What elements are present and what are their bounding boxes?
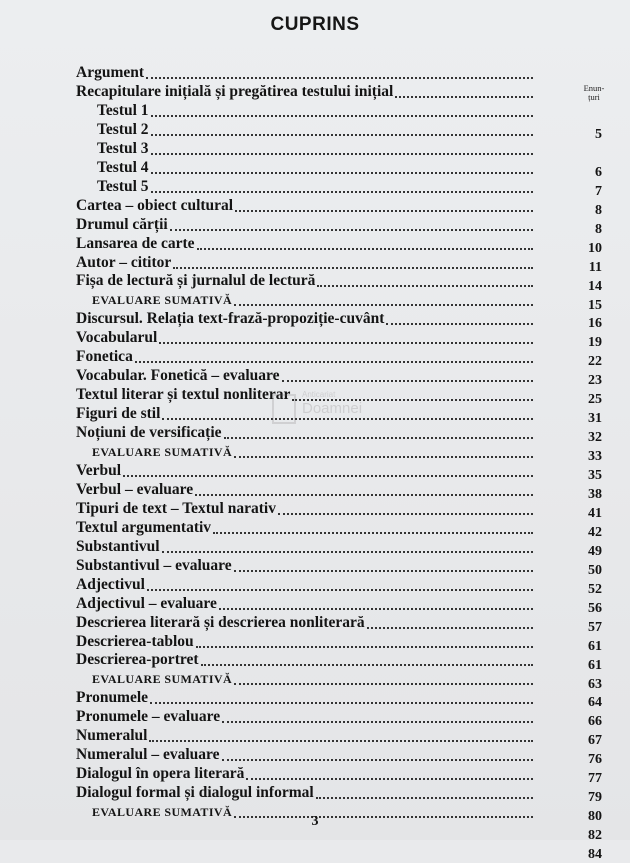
- toc-entry-page-number: 23: [588, 373, 602, 389]
- toc-entry-page-number: 84: [588, 847, 602, 863]
- toc-entry-label: Drumul cărții: [76, 215, 168, 233]
- toc-entry: [76, 519, 535, 537]
- toc-entry-page-number: 31: [588, 411, 602, 427]
- toc-entry-label: Figuri de stil: [76, 405, 161, 423]
- toc-entry: [76, 614, 535, 632]
- toc-entry-page-number: 56: [588, 600, 602, 616]
- dot-leader: [170, 229, 533, 231]
- toc-entry-page-number: 33: [588, 449, 602, 465]
- toc-entry-page-number: 42: [588, 524, 602, 540]
- watermark-line2: Doamnei: [302, 400, 363, 417]
- toc-entry-page-number: 32: [588, 430, 602, 446]
- dot-leader: [234, 683, 533, 685]
- dot-leader: [151, 172, 533, 174]
- dot-leader: [224, 437, 533, 439]
- toc-entry-label: EVALUARE SUMATIVĂ: [92, 672, 233, 687]
- toc-entry-label: Testul 1: [97, 101, 149, 119]
- toc-entry-label: Descrierea-tablou: [76, 632, 194, 650]
- dot-leader: [234, 304, 533, 306]
- toc-entry: [76, 348, 535, 366]
- toc-entry-page-number: 19: [588, 335, 602, 351]
- dot-leader: [222, 721, 533, 723]
- toc-entry: [76, 216, 535, 234]
- toc-entry-page-number: 80: [588, 809, 602, 825]
- toc-entry-label: Dialogul formal și dialogul informal: [76, 784, 314, 802]
- toc-entry: [76, 576, 535, 594]
- toc-entry: [76, 462, 535, 480]
- toc-entry-label: Substantivul: [76, 537, 160, 555]
- toc-entry-page-number: 38: [588, 487, 602, 502]
- toc-entry: [97, 121, 535, 139]
- toc-entry: [76, 500, 535, 518]
- dot-leader: [278, 513, 533, 515]
- toc-entry-page-number: 35: [588, 468, 602, 484]
- toc-entry-label: Verbul: [76, 461, 122, 479]
- toc-entry-label: Lansarea de carte: [76, 234, 195, 252]
- dot-leader: [150, 702, 533, 704]
- dot-leader: [367, 627, 533, 629]
- toc-entry-label: Descrierea-portret: [76, 651, 199, 669]
- dot-leader: [195, 494, 533, 496]
- dot-leader: [123, 475, 533, 477]
- toc-entry-label: Numeralul: [76, 727, 148, 745]
- dot-leader: [162, 418, 533, 420]
- toc-entry-page-number: 79: [588, 790, 602, 806]
- toc-entry-page-number: 11: [588, 259, 602, 275]
- toc-entry: [76, 367, 535, 385]
- toc-entry: [76, 651, 535, 669]
- toc-entry-label: EVALUARE SUMATIVĂ: [92, 805, 233, 820]
- toc-entry-page-number: 49: [588, 543, 602, 559]
- dot-leader: [222, 759, 533, 761]
- toc-entry-page-number: 8: [595, 202, 602, 218]
- dot-leader: [151, 134, 533, 136]
- toc-entry-label: Textul literar și textul nonliterar: [76, 386, 291, 404]
- toc-entry: [76, 64, 535, 82]
- toc-entry: [76, 272, 535, 290]
- dot-leader: [173, 267, 533, 269]
- dot-leader: [282, 380, 533, 382]
- toc-entry-label: EVALUARE SUMATIVĂ: [92, 445, 233, 459]
- dot-leader: [234, 570, 533, 572]
- toc-entry: [76, 538, 535, 556]
- toc-entry-label: Testul 2: [97, 120, 149, 138]
- toc-entry-page-number: 5: [595, 126, 602, 142]
- toc-entry-label: Adjectivul: [76, 575, 145, 593]
- dot-leader: [159, 342, 533, 344]
- dot-leader: [197, 248, 533, 250]
- dot-leader: [317, 285, 533, 287]
- toc-entry: [76, 595, 535, 613]
- toc-entry: [76, 83, 535, 101]
- toc-entry: [76, 784, 535, 802]
- toc-entry: [76, 633, 535, 651]
- toc-entry-page-number: 25: [588, 392, 602, 408]
- toc-entry-label: Recapitulare inițială și pregătirea testului inițial: [76, 82, 394, 100]
- dot-leader: [235, 210, 533, 212]
- toc-entry-page-number: 50: [588, 562, 602, 578]
- toc-entry-page-number: 7: [595, 183, 602, 199]
- toc-entry-label: Adjectivul – evaluare: [76, 594, 217, 612]
- toc-entry-label: Testul 3: [97, 139, 149, 157]
- dot-leader: [213, 532, 533, 534]
- toc-entry-label: Tipuri de text – Textul narativ: [76, 499, 276, 517]
- toc-entry-page-number: 57: [588, 619, 602, 635]
- dot-leader: [146, 77, 533, 79]
- toc-entry: [97, 178, 535, 196]
- toc-entry: [97, 140, 535, 158]
- column-header-text: Enun- țuri: [583, 83, 605, 102]
- toc-entry: [76, 481, 535, 499]
- dot-leader: [196, 646, 533, 648]
- watermark-logo: [272, 384, 363, 426]
- dot-leader: [151, 115, 533, 117]
- toc-entry-label: Pronumele: [76, 689, 149, 707]
- toc-entry-page-number: 41: [588, 505, 602, 521]
- dot-leader: [162, 551, 533, 553]
- toc-entry-label: Vocabular. Fonetică – evaluare: [76, 367, 280, 385]
- toc-entry-label: Textul argumentativ: [76, 518, 212, 536]
- toc-entry-label: Substantivul – evaluare: [76, 556, 232, 574]
- toc-entry: [76, 708, 535, 726]
- toc-entry: [76, 689, 535, 707]
- toc-entry: [76, 765, 535, 783]
- toc-entry-page-number: 22: [588, 354, 602, 370]
- toc-entry-page-number: 77: [588, 771, 602, 787]
- toc-entry-label: Vocabularul: [76, 329, 158, 347]
- dot-leader: [234, 456, 533, 458]
- toc-entry: [76, 746, 535, 764]
- toc-entry-label: Dialogul în opera literară: [76, 765, 245, 783]
- page-number-footer: 3: [311, 814, 319, 829]
- dot-leader: [151, 153, 533, 155]
- toc-entry: [92, 443, 535, 461]
- toc-entry: [76, 329, 535, 347]
- toc-entry-page-number: 67: [588, 733, 602, 749]
- toc-entry: [76, 557, 535, 575]
- toc-entry-page-number: 66: [588, 714, 602, 730]
- toc-entry: [76, 727, 535, 745]
- dot-leader: [151, 191, 533, 193]
- toc-entry-page-number: 76: [588, 752, 602, 768]
- dot-leader: [386, 323, 533, 325]
- toc-entry-page-number: 15: [588, 297, 602, 313]
- toc-entry-label: Pronumele – evaluare: [76, 708, 221, 726]
- toc-entry-label: EVALUARE SUMATIVĂ: [92, 293, 233, 308]
- toc-entry-label: Argument: [76, 64, 145, 81]
- toc-entry: [76, 197, 535, 215]
- toc-entry-label: Fișa de lectură și jurnalul de lectură: [76, 272, 316, 290]
- toc-entry: [76, 254, 535, 272]
- toc-entry: [76, 235, 535, 253]
- toc-entry-label: Discursul. Relația text-frază-propoziție-cuvânt: [76, 310, 385, 328]
- toc-entry: [76, 424, 535, 442]
- toc-entry-label: Cartea – obiect cultural: [76, 196, 234, 214]
- toc-entry-label: Descrierea literară și descrierea nonliterară: [76, 613, 365, 631]
- toc-entry-label: Verbul – evaluare: [76, 480, 194, 498]
- dot-leader: [147, 589, 533, 591]
- toc-entry-page-number: 10: [588, 240, 602, 256]
- toc-entry: [92, 291, 535, 309]
- toc-entry-label: Testul 4: [97, 158, 149, 176]
- watermark-frame-icon: [272, 394, 296, 424]
- toc-entry: [76, 310, 535, 328]
- toc-entry: [92, 670, 535, 688]
- toc-entry-page-number: 52: [588, 581, 602, 597]
- toc-entry-page-number: 16: [588, 316, 602, 332]
- toc-entry: [97, 102, 535, 120]
- toc-entry-label: Noțiuni de versificație: [76, 424, 222, 442]
- dot-leader: [316, 797, 533, 799]
- toc-entry-label: Autor – cititor: [76, 253, 172, 271]
- dot-leader: [395, 96, 533, 98]
- toc-entry-page-number: 6: [595, 164, 602, 180]
- toc-entry-page-number: 63: [588, 676, 602, 692]
- toc-entry-page-number: 82: [588, 828, 602, 844]
- toc-entry-label: Numeralul – evaluare: [76, 746, 220, 764]
- toc-entry-page-number: 61: [588, 657, 602, 673]
- dot-leader: [246, 778, 533, 780]
- dot-leader: [135, 361, 533, 363]
- page-title: CUPRINS: [270, 14, 360, 35]
- dot-leader: [201, 664, 534, 666]
- toc-entry-page-number: 8: [595, 221, 602, 237]
- dot-leader: [149, 740, 533, 742]
- toc-entry: [97, 159, 535, 177]
- toc-entry-page-number: 14: [588, 278, 602, 294]
- watermark-line1: Anticariat: [302, 390, 336, 399]
- toc-entry-label: Fonetica: [76, 348, 133, 366]
- toc-entry-page-number: 64: [588, 695, 602, 711]
- dot-leader: [219, 608, 533, 610]
- toc-entry-page-number: 61: [588, 638, 602, 654]
- toc-entry-label: Testul 5: [97, 177, 149, 195]
